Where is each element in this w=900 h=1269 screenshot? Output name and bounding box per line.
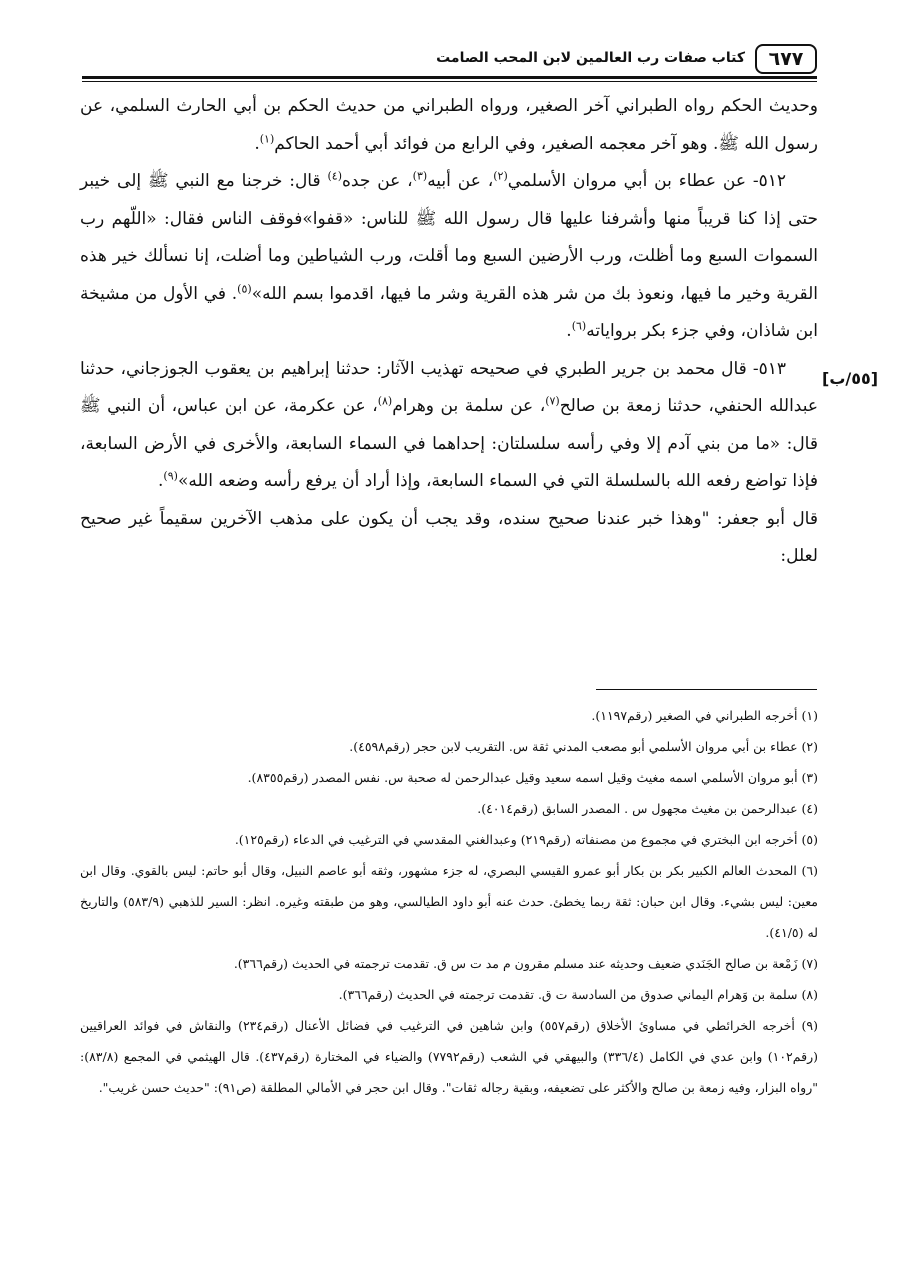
footnote-ref-2: (٢) (493, 169, 508, 183)
p512-text-e: . في الأول من مشيخة ابن شاذان، وفي جزء بكر برواياته (80, 283, 818, 341)
paragraph-1-text: وحديث الحكم رواه الطبراني آخر الصغير، ورواه الطبراني من حديث الحكم بن أبي الحارث السلمي، عن رسول الله ﷺ. وهو آخر معجمه الصغير، وفي الرابع من فوائد أبي أحمد الحاكم (80, 96, 818, 154)
footnote-ref-3: (٣) (412, 169, 428, 183)
footnote-ref-9: (٩) (163, 469, 178, 483)
footnote-ref-4: (٤) (327, 169, 342, 183)
running-title: كتاب صفات رب العالمين لابن المحب الصامت (436, 50, 745, 66)
p513-text-c: ، عن عكرمة، عن ابن عباس، أن النبي ﷺ قال: «ما من بني آدم إلا وفي رأسه سلسلتان: إحداهما في السماء السابعة، والأخرى في الأرض السابعة، فإذا تواضع رفعه الله بالسلسلة التي في السماء السابعة، وإذا أراد أن يرفع رأسه وضعه الله» (80, 396, 818, 491)
paragraph-1 (80, 88, 818, 163)
p513-text-a: ٥١٣- قال محمد بن جرير الطبري في صحيحه تهذيب الآثار: حدثنا إبراهيم بن يعقوب الجوزجاني، حدثنا عبدالله الحنفي، حدثنا زمعة بن صالح (80, 358, 819, 416)
footnote-9: (٩) أخرجه الخرائطي في مساوئ الأخلاق (رقم٥٥٧) وابن شاهين في الترغيب في فضائل الأعنال (رقم٢٣٤) والنقاش في فوائد العراقيين (رقم١٠٢) وابن عدي في الكامل (٣٣٦/٤) والبيهقي في الشعب (رقم٧٧٩٢) والضياء في المختارة (رقم٤٣٧). قال الهيثمي في المجمع (٨٣/٨): "رواه البزار، وفيه زمعة بن صالح والأكثر على تضعيفه، وبقية رجاله ثقات". وقال ابن حجر في الأمالي المطلقة (ص٩١): "حديث حسن غريب". (80, 1018, 818, 1095)
footnote-separator (596, 689, 817, 690)
p512-text-d: قال: خرجنا مع النبي ﷺ إلى خيبر حتى إذا كنا قريباً منها وأشرفنا عليها قال رسول الله ﷺ للناس: «قفوا»فوقف الناس فقال: «اللّهم رب السموات السبع وما أظلت، ورب الأرضين السبع وما أقلت، ورب الشياطين وما أضلت، إنا نسألك خير هذه القرية وخير ما فيها، ونعوذ بك من شر هذه القرية وشر ما فيها، اقدموا بسم الله» (80, 171, 818, 304)
footnote-2: (٢) عطاء بن أبي مروان الأسلمي أبو مصعب المدني ثقة س. التقريب لابن حجر (رقم٤٥٩٨). (349, 739, 818, 754)
footnote-ref-1: (١) (259, 131, 275, 145)
p513-text-b: ، عن سلمة بن وهرام (392, 396, 546, 416)
footnote-ref-7: (٧) (545, 394, 560, 408)
paragraph-abu-jafar: قال أبو جعفر: "وهذا خبر عندنا صحيح سنده، وقد يجب أن يكون على مذهب الآخرين سقيماً غير صحيح لعلل: (80, 508, 818, 566)
p512-text-b: ، عن أبيه (427, 171, 494, 191)
page-header (82, 44, 817, 78)
footnote-8: (٨) سلمة بن وَهرام اليماني صدوق من السادسة ت ق. تقدمت ترجمته في الحديث (رقم٣٦٦). (338, 987, 818, 1002)
footnote-ref-6: (٦) (571, 319, 587, 333)
paragraph-513 (80, 351, 818, 501)
footnote-ref-8: (٨) (377, 394, 393, 408)
header-rule-thin (82, 81, 817, 82)
p512-text-a: ٥١٢- عن عطاء بن أبي مروان الأسلمي (507, 171, 786, 191)
p512-text-f: . (566, 321, 572, 341)
paragraph-512 (80, 163, 818, 351)
footnote-6: (٦) المحدث العالم الكبير بكر بن بكار أبو عمرو القيسي البصري، له جزء مشهور، وثقه أبو عاصم النبيل، وقال أبو حاتم: ليس بالقوي. وقال ابن معين: ليس بشيء. وقال ابن حبان: ثقة ربما يخطئ. حدث عنه أبو داود الطيالسي، وهو من طبقته وغيره. انظر: السير للذهبي (٥٨٣/٩) والتاريخ له (٤١/٥). (80, 863, 818, 940)
footnote-3: (٣) أبو مروان الأسلمي اسمه مغيث وقيل اسمه سعيد وقيل عبدالرحمن له صحبة س. نفس المصدر (رقم٨٣٥٥). (247, 770, 818, 785)
page-number: ٦٧٧ (755, 44, 817, 74)
p513-text-d: . (158, 471, 164, 491)
footnote-7: (٧) زَمْعة بن صالح الجَنَدي ضعيف وحديثه عند مسلم مقرون م مد ت س ق. تقدمت ترجمته في الحديث (رقم٣٦٦). (233, 956, 818, 971)
footnote-4: (٤) عبدالرحمن بن مغيث مجهول س . المصدر السابق (رقم٤٠١٤). (477, 801, 818, 816)
p512-text-c: ، عن جده (342, 171, 413, 191)
main-text (80, 88, 818, 576)
footnote-5: (٥) أخرجه ابن البختري في مجموع من مصنفاته (رقم٢١٩) وعبدالغني المقدسي في الترغيب في الدعاء (رقم١٢٥). (234, 832, 818, 847)
paragraph-1-end: . (254, 133, 260, 154)
footnote-1: (١) أخرجه الطبراني في الصغير (رقم١١٩٧). (591, 708, 818, 723)
footnote-ref-5: (٥) (237, 281, 252, 295)
margin-manuscript-ref: [٥٥/ب] (822, 369, 879, 388)
footnotes (80, 700, 818, 1103)
header-rule-thick (82, 76, 817, 79)
